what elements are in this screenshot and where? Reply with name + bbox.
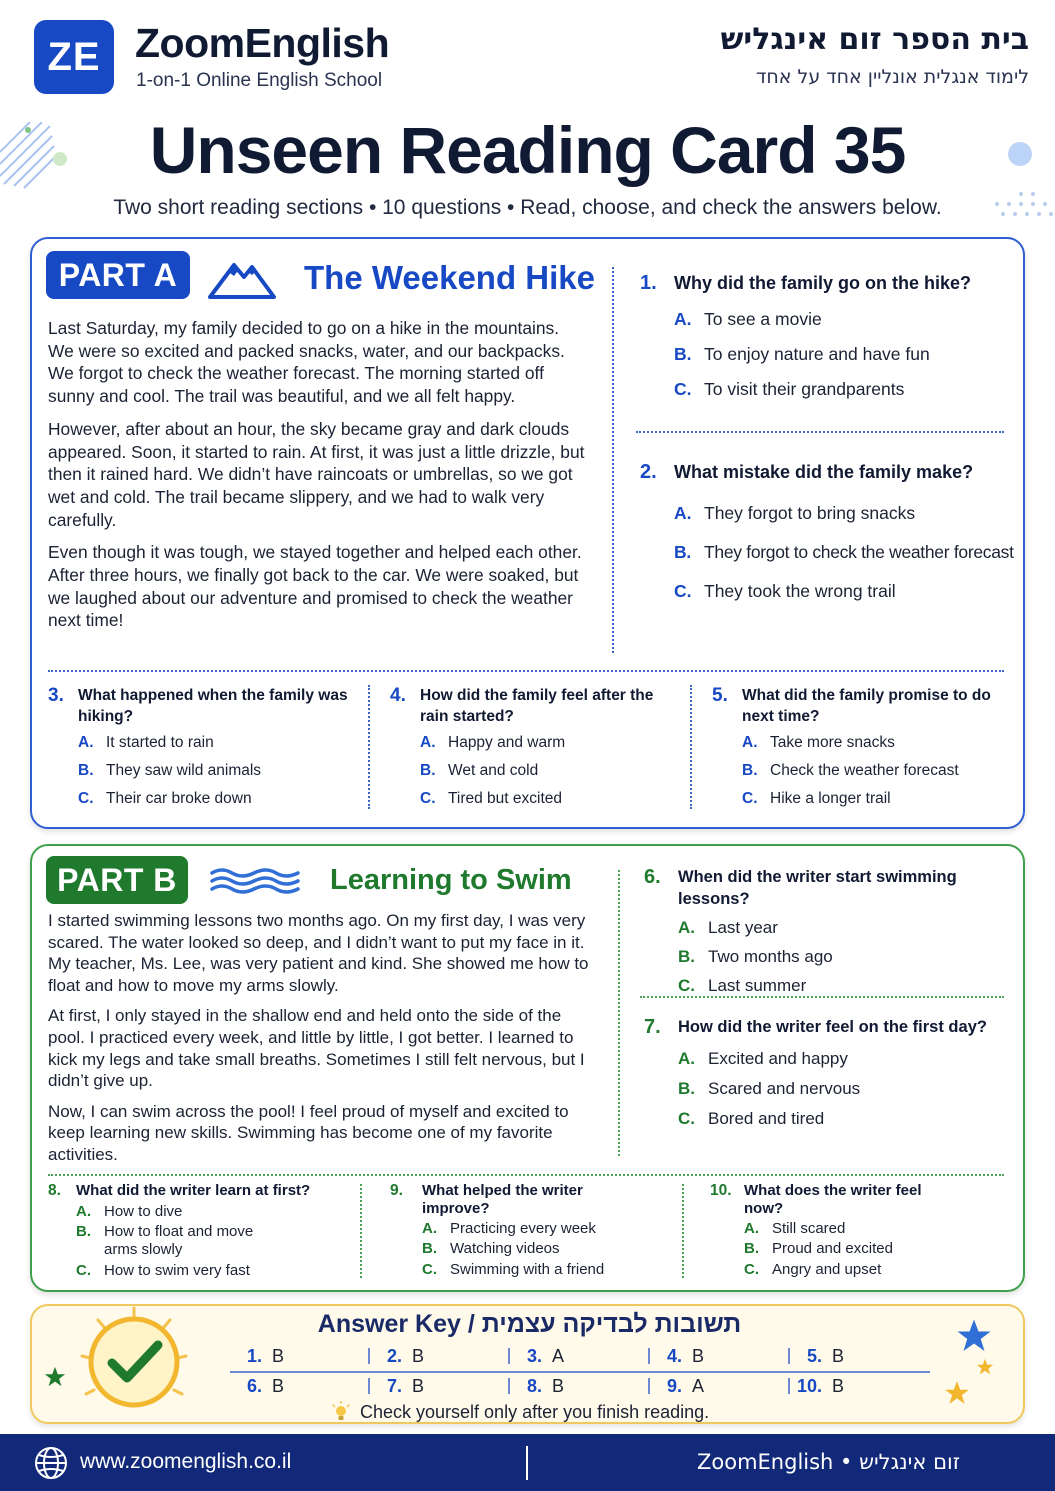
- footer: [0, 1434, 1055, 1491]
- brand-name: ZoomEnglish: [135, 20, 390, 66]
- option-letter: B.: [420, 762, 436, 779]
- answer-key-item: [230, 1373, 370, 1399]
- question-9: [390, 1182, 680, 1279]
- option-text: They saw wild animals: [106, 762, 262, 779]
- website-link[interactable]: www.zoomenglish.co.il: [80, 1450, 292, 1473]
- option-letter: B.: [678, 1079, 695, 1098]
- option-text: Excited and happy: [708, 1049, 848, 1068]
- part-a-title: The Weekend Hike: [304, 259, 595, 296]
- answer-key-item: [650, 1343, 790, 1369]
- question-1: [640, 272, 1020, 400]
- logo: [34, 20, 114, 94]
- option-letter: A.: [678, 1049, 695, 1068]
- answer-number: 4.: [666, 1345, 682, 1366]
- question-number: 3.: [48, 685, 64, 706]
- page-subtitle: Two short reading sections • 10 questions • Read, choose, and check the answers below.: [113, 196, 942, 219]
- question-4: [390, 685, 686, 813]
- option-letter: B.: [422, 1240, 437, 1258]
- option-text: Last summer: [708, 976, 807, 995]
- star-icon: [976, 1358, 994, 1376]
- footer-divider: [526, 1446, 528, 1480]
- question-10: [710, 1182, 1010, 1279]
- brand-tagline: 1-on-1 Online English School: [136, 70, 383, 91]
- answer-option[interactable]: [640, 379, 1020, 400]
- section-divider: [48, 670, 1004, 672]
- answer-option[interactable]: [390, 1220, 680, 1238]
- question-number: 6.: [644, 866, 661, 888]
- answer-option[interactable]: [710, 1240, 1010, 1258]
- column-divider: [682, 1184, 684, 1278]
- answer-key-note-text: Check yourself only after you finish reading.: [360, 1401, 710, 1422]
- question-number: 7.: [644, 1016, 661, 1038]
- answer-key-note: [332, 1401, 709, 1423]
- option-text: Check the weather forecast: [770, 762, 959, 779]
- option-text: Happy and warm: [448, 734, 566, 751]
- option-letter: A.: [674, 309, 692, 329]
- answer-key-panel: [30, 1304, 1025, 1424]
- answer-option[interactable]: [48, 1262, 348, 1280]
- answer-option[interactable]: [644, 1109, 1014, 1129]
- question-number: 1.: [640, 272, 657, 294]
- answer-key-item: [370, 1373, 510, 1399]
- answer-key-title: Answer Key / תשובות לבדיקה עצמית: [317, 1310, 742, 1338]
- answer-number: 1.: [246, 1345, 262, 1366]
- answer-key-item: [790, 1343, 930, 1369]
- option-letter: C.: [744, 1260, 759, 1278]
- answer-option[interactable]: [390, 1240, 680, 1258]
- waves-icon: [210, 868, 300, 894]
- question-number: 2.: [640, 461, 657, 483]
- answer-letter: A: [552, 1345, 565, 1366]
- option-text: Last year: [708, 918, 778, 937]
- question-number: 5.: [712, 685, 728, 706]
- school-name-hebrew: בית הספר זום אינגליש: [720, 22, 1029, 57]
- answer-option[interactable]: [390, 785, 686, 813]
- part-b-title: Learning to Swim: [330, 864, 572, 896]
- part-a-label: PART A: [46, 251, 190, 299]
- option-letter: A.: [420, 734, 436, 751]
- option-text: Watching videos: [450, 1240, 560, 1258]
- mountain-icon: [208, 255, 276, 299]
- option-text: Still scared: [772, 1219, 846, 1237]
- option-text: Scared and nervous: [708, 1079, 861, 1098]
- option-letter: A.: [422, 1219, 437, 1237]
- question-number: 8.: [48, 1182, 61, 1199]
- option-text: Bored and tired: [708, 1109, 825, 1128]
- answer-number: 6.: [246, 1375, 262, 1396]
- section-divider: [48, 1174, 1004, 1176]
- option-text: Hike a longer trail: [770, 790, 891, 807]
- part-b-story: [48, 910, 598, 1175]
- answer-option[interactable]: [48, 1223, 348, 1259]
- option-letter: A.: [76, 1202, 91, 1220]
- answer-option[interactable]: [644, 1079, 1014, 1099]
- answer-letter: B: [832, 1345, 845, 1366]
- answer-letter: B: [272, 1345, 285, 1366]
- option-letter: B.: [744, 1240, 759, 1258]
- answer-option[interactable]: [48, 729, 348, 757]
- question-6: [644, 866, 1014, 996]
- story-paragraph: Last Saturday, my family decided to go on a hike in the mountains. We were so excited and packed snacks, water, and our backpacks. We forgot to check the weather forecast. The morning started off sunny and cool. The trail was beautiful, and we all felt happy.: [48, 318, 565, 407]
- option-text: How to dive: [104, 1202, 183, 1220]
- answer-number: 7.: [386, 1375, 402, 1396]
- answer-option[interactable]: [48, 757, 348, 785]
- column-divider: [618, 870, 620, 1156]
- question-text: How did the family feel after the rain started?: [420, 687, 654, 725]
- answer-option[interactable]: [644, 947, 1014, 967]
- part-a-story: [48, 317, 588, 642]
- option-text: It started to rain: [106, 734, 214, 751]
- part-b-label: PART B: [46, 856, 188, 904]
- option-text: Their car broke down: [106, 790, 252, 807]
- story-paragraph: I started swimming lessons two months ago. On my first day, I was very scared. The water looked so deep, and I didn’t want to put my face in it. My teacher, Ms. Lee, was very patient and kind. She showed me how to float and how to move my arms slowly.: [48, 911, 589, 995]
- option-letter: C.: [674, 379, 692, 399]
- question-number: 10.: [710, 1182, 732, 1199]
- option-text: Practicing every week: [450, 1219, 596, 1237]
- option-letter: A.: [742, 734, 758, 751]
- answer-key-item: [510, 1343, 650, 1369]
- option-letter: B.: [674, 542, 691, 562]
- answer-option[interactable]: [644, 976, 1014, 996]
- answer-key-item: [510, 1373, 650, 1399]
- question-2: [640, 461, 1024, 602]
- question-5: [712, 685, 1012, 813]
- question-text: How did the writer feel on the first day?: [678, 1018, 987, 1036]
- answer-option[interactable]: [640, 503, 1024, 524]
- question-text: What happened when the family was hiking?: [78, 687, 348, 725]
- option-letter: A.: [744, 1219, 759, 1237]
- option-letter: C.: [674, 581, 692, 601]
- story-paragraph: At first, I only stayed in the shallow end and held onto the side of the pool. I practiced every week, and little by little, I got better. I learned to kick my legs and take small breaths. Sometimes I still felt nervous, but I didn’t give up.: [48, 1006, 585, 1091]
- answer-option[interactable]: [710, 1261, 1010, 1279]
- option-text: Angry and upset: [772, 1260, 882, 1278]
- option-text: Proud and excited: [772, 1240, 893, 1258]
- part-b-section: [30, 844, 1025, 1292]
- option-text: They took the wrong trail: [704, 581, 896, 601]
- answer-letter: B: [412, 1345, 425, 1366]
- option-text: Wet and cold: [448, 762, 539, 779]
- question-text: What did the family promise to do next time?: [742, 687, 991, 725]
- star-icon: [44, 1366, 66, 1388]
- option-text: How to float and move arms slowly: [104, 1223, 254, 1259]
- answer-number: 3.: [526, 1345, 542, 1366]
- option-letter: C.: [76, 1261, 91, 1279]
- column-divider: [690, 685, 692, 809]
- answer-option[interactable]: [640, 344, 1020, 365]
- question-text: What does the writer feel now?: [744, 1182, 922, 1217]
- answer-key-item: [230, 1343, 370, 1369]
- logo-letters: ZE: [47, 34, 101, 79]
- column-divider: [368, 685, 370, 809]
- answer-option[interactable]: [390, 757, 686, 785]
- option-letter: C.: [420, 790, 436, 807]
- answer-letter: B: [832, 1375, 845, 1396]
- option-letter: A.: [78, 734, 94, 751]
- question-text: Why did the family go on the hike?: [674, 273, 972, 293]
- option-letter: B.: [742, 762, 758, 779]
- question-8: [48, 1182, 348, 1280]
- answer-number: 9.: [666, 1375, 682, 1396]
- option-letter: A.: [678, 918, 695, 937]
- lightbulb-icon: [332, 1401, 350, 1423]
- option-text: They forgot to bring snacks: [704, 503, 916, 523]
- question-divider: [636, 431, 1004, 433]
- option-text: Two months ago: [708, 947, 833, 966]
- option-letter: C.: [422, 1260, 437, 1278]
- answer-option[interactable]: [48, 785, 348, 813]
- option-letter: A.: [674, 503, 692, 523]
- answer-letter: B: [692, 1345, 705, 1366]
- answer-option[interactable]: [640, 542, 1024, 563]
- column-divider: [612, 267, 614, 653]
- checkmark-badge-icon: [70, 1306, 210, 1424]
- answer-option[interactable]: [390, 729, 686, 757]
- option-letter: B.: [78, 762, 94, 779]
- story-paragraph: Even though it was tough, we stayed together and helped each other. After three hours, we finally got back to the car. We were soaked, but we laughed about our adventure and promised to check the weather next time!: [48, 542, 582, 631]
- answer-option[interactable]: [640, 581, 1024, 602]
- option-text: To enjoy nature and have fun: [704, 344, 930, 364]
- answer-letter: B: [272, 1375, 285, 1396]
- question-text: What helped the writer improve?: [422, 1182, 583, 1217]
- option-text: Tired but excited: [448, 790, 563, 807]
- question-number: 9.: [390, 1182, 403, 1199]
- question-number: 4.: [390, 685, 406, 706]
- option-letter: B.: [674, 344, 692, 364]
- answer-option[interactable]: [712, 729, 1012, 757]
- answer-key-row: [230, 1343, 930, 1373]
- answer-option[interactable]: [712, 757, 1012, 785]
- option-letter: C.: [742, 790, 758, 807]
- answer-number: 5.: [806, 1345, 822, 1366]
- answer-option[interactable]: [644, 918, 1014, 938]
- answer-option[interactable]: [710, 1220, 1010, 1238]
- option-text: How to swim very fast: [104, 1261, 250, 1279]
- globe-icon: [34, 1446, 68, 1480]
- question-3: [48, 685, 348, 813]
- option-text: To visit their grandparents: [704, 379, 905, 399]
- option-letter: B.: [678, 947, 695, 966]
- answer-key-item: [650, 1373, 790, 1399]
- answer-number: 2.: [386, 1345, 402, 1366]
- column-divider: [360, 1184, 362, 1278]
- option-letter: B.: [76, 1223, 91, 1241]
- part-a-section: [30, 237, 1025, 829]
- question-text: When did the writer start swimming lessons?: [678, 868, 957, 908]
- answer-letter: B: [552, 1375, 565, 1396]
- option-text: Take more snacks: [770, 734, 895, 751]
- option-text: Swimming with a friend: [450, 1260, 605, 1278]
- answer-number: 10.: [796, 1375, 822, 1396]
- story-paragraph: However, after about an hour, the sky became gray and dark clouds appeared. Soon, it started to rain. At first, it was just a little drizzle, but then it rained hard. We didn’t have raincoats or umbrellas, so we got wet and cold. The trail became slippery, and we had to walk very carefully.: [48, 418, 585, 530]
- option-text: To see a movie: [704, 309, 822, 329]
- question-text: What mistake did the family make?: [674, 462, 974, 482]
- page-title: Unseen Reading Card 35: [149, 113, 906, 187]
- answer-option[interactable]: [390, 1261, 680, 1279]
- answer-option[interactable]: [640, 309, 1020, 330]
- question-divider: [640, 996, 1004, 998]
- answer-number: 8.: [526, 1375, 542, 1396]
- footer-brand: ZoomEnglish • זום אינגליש: [697, 1450, 961, 1474]
- answer-option[interactable]: [712, 785, 1012, 813]
- answer-letter: B: [412, 1375, 425, 1396]
- answer-letter: A: [692, 1375, 705, 1396]
- answer-key-item: [370, 1343, 510, 1369]
- story-paragraph: Now, I can swim across the pool! I feel proud of myself and excited to keep learning new skills. Swimming has become one of my favorite activities.: [48, 1101, 569, 1164]
- answer-option[interactable]: [48, 1203, 348, 1221]
- question-text: What did the writer learn at first?: [76, 1182, 311, 1199]
- answer-key-item: [790, 1373, 930, 1399]
- star-icon: [944, 1380, 970, 1406]
- answer-key-row: [230, 1373, 930, 1399]
- option-letter: C.: [678, 976, 695, 995]
- option-letter: C.: [678, 1109, 695, 1128]
- answer-option[interactable]: [644, 1049, 1014, 1069]
- option-text: They forgot to check the weather forecast: [704, 542, 1014, 562]
- tagline-hebrew: לימוד אנגלית אונליין אחד על אחד: [756, 66, 1029, 88]
- question-7: [644, 1016, 1014, 1129]
- star-icon: [956, 1318, 992, 1354]
- option-letter: C.: [78, 790, 94, 807]
